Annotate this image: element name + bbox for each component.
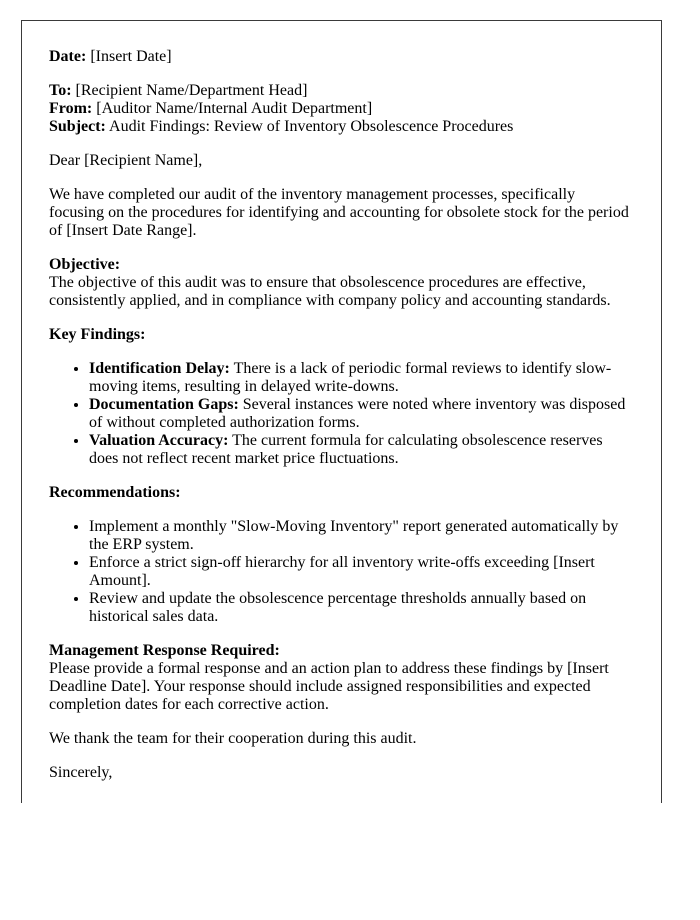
recommendations-heading: Recommendations: xyxy=(49,484,181,501)
list-item xyxy=(89,432,634,468)
key-findings-heading-line xyxy=(49,326,634,344)
header-block xyxy=(49,82,634,136)
subject-value: Audit Findings: Review of Inventory Obsolescence Procedures xyxy=(109,118,514,135)
from-line xyxy=(49,100,634,118)
list-item xyxy=(89,396,634,432)
key-findings-list xyxy=(49,360,634,468)
to-value: [Recipient Name/Department Head] xyxy=(75,82,308,99)
subject-label: Subject: xyxy=(49,118,106,135)
finding-label: Valuation Accuracy: xyxy=(89,432,229,449)
objective-heading: Objective: xyxy=(49,256,121,273)
recommendations-heading-line xyxy=(49,484,634,502)
salutation: Dear [Recipient Name], xyxy=(49,152,203,169)
recommendations-list xyxy=(49,518,634,626)
key-findings-heading: Key Findings: xyxy=(49,326,146,343)
finding-text: The current formula for calculating obsolescence reserves does not reflect recent market price fluctuations. xyxy=(89,432,603,467)
list-item: • Review and update the obsolescence percentage thresholds annually based on historical sales data. xyxy=(89,590,634,626)
management-response-section xyxy=(49,642,634,714)
from-value: [Auditor Name/Internal Audit Department] xyxy=(96,100,373,117)
date-line xyxy=(49,48,634,66)
to-line xyxy=(49,82,634,100)
objective-body: The objective of this audit was to ensure that obsolescence procedures are effective, consistently applied, and in compliance with company policy and accounting standards. xyxy=(49,274,611,309)
list-item: • Enforce a strict sign-off hierarchy for all inventory write-offs exceeding [Insert Amount]. xyxy=(89,554,634,590)
finding-text: There is a lack of periodic formal reviews to identify slow-moving items, resulting in delayed write-downs. xyxy=(89,360,612,395)
to-label: To: xyxy=(49,82,72,99)
management-response-heading: Management Response Required: xyxy=(49,642,280,659)
finding-label: Documentation Gaps: xyxy=(89,396,239,413)
intro-paragraph: We have completed our audit of the inventory management processes, specifically focusing on the procedures for identifying and accounting for obsolete stock for the period of [Insert Date Range]. xyxy=(49,186,629,239)
list-item xyxy=(89,360,634,396)
objective-section xyxy=(49,256,634,310)
list-item: • Implement a monthly "Slow-Moving Inventory" report generated automatically by the ERP system. xyxy=(89,518,634,554)
subject-line xyxy=(49,118,634,136)
date-value: [Insert Date] xyxy=(90,48,172,65)
signoff: Sincerely, xyxy=(49,764,113,781)
date-label: Date: xyxy=(49,48,87,65)
finding-label: Identification Delay: xyxy=(89,360,230,377)
finding-text: Several instances were noted where inventory was disposed of without completed authorization forms. xyxy=(89,396,626,431)
from-label: From: xyxy=(49,100,93,117)
management-response-body: Please provide a formal response and an action plan to address these findings by [Insert Deadline Date]. Your response should include assigned responsibilities and expected completion dates for each corrective action. xyxy=(49,660,609,713)
closing-paragraph: We thank the team for their cooperation during this audit. xyxy=(49,730,417,747)
audit-letter-document xyxy=(21,20,662,803)
